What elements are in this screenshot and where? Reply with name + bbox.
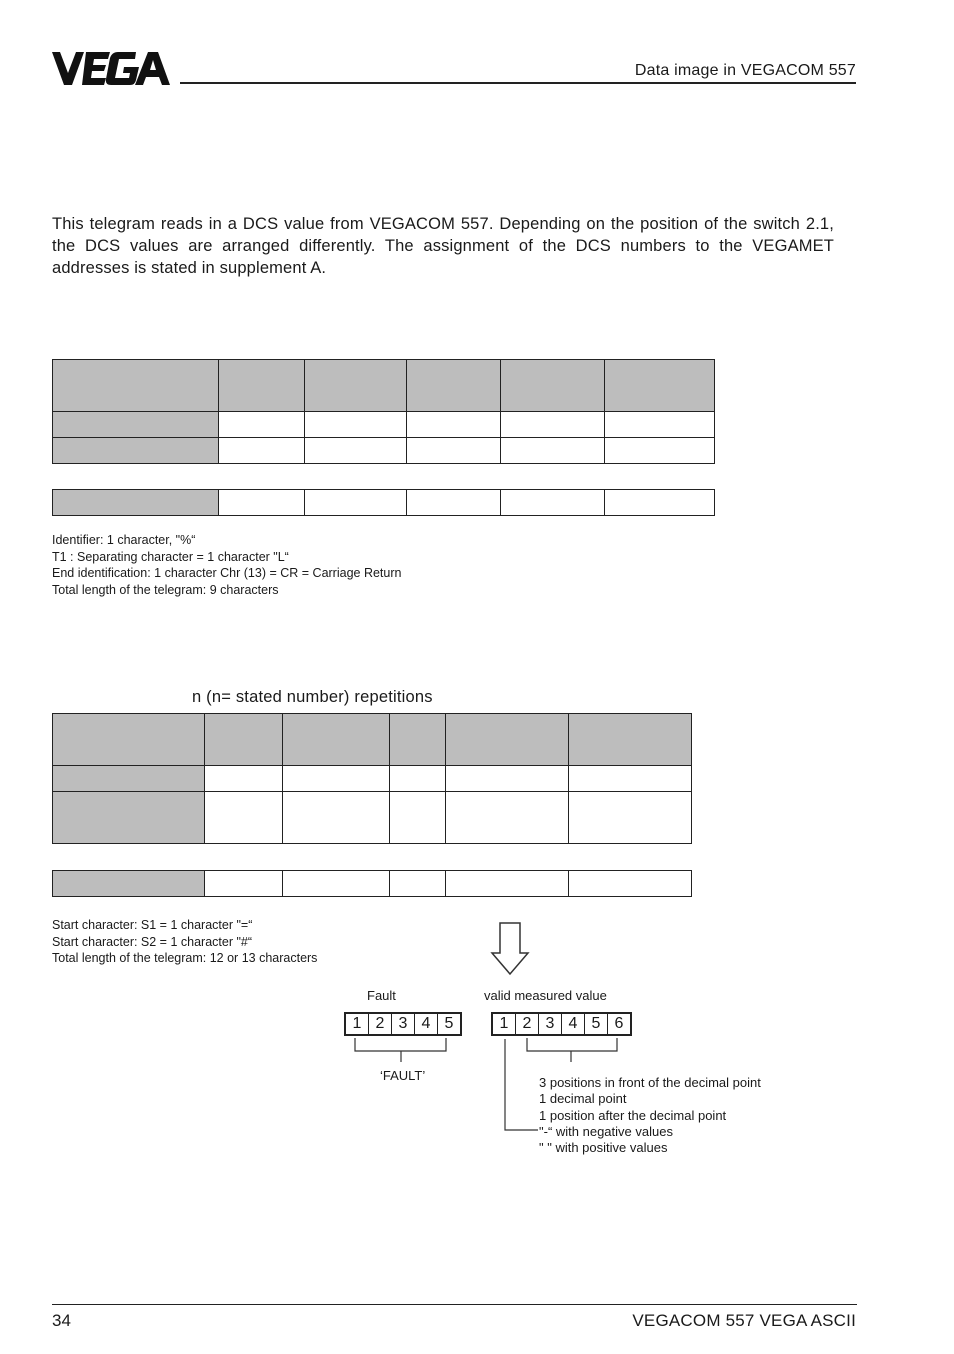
page-header-title: Data image in VEGACOM 557 — [634, 62, 856, 79]
digit-box: 3 — [538, 1014, 561, 1034]
table-cell — [53, 490, 219, 516]
digit-box: 6 — [607, 1014, 630, 1034]
table-cell — [304, 360, 407, 412]
table-cell — [53, 714, 205, 766]
table-cell — [204, 792, 282, 844]
table-cell — [569, 871, 692, 897]
table-cell — [446, 766, 569, 792]
note-line: " " with positive values — [539, 1140, 668, 1156]
table-row — [53, 871, 692, 897]
valid-value-label: valid measured value — [484, 988, 607, 1003]
table-cell — [390, 714, 446, 766]
fault-text: ‘FAULT’ — [380, 1068, 426, 1083]
table-cell — [407, 438, 501, 464]
table-cell — [304, 412, 407, 438]
table-cell — [407, 412, 501, 438]
table-cell — [605, 490, 715, 516]
table-cell — [446, 792, 569, 844]
note-line: T1 : Separating character = 1 character "L“ — [52, 549, 289, 564]
table-cell — [204, 714, 282, 766]
table-cell — [407, 360, 501, 412]
note-line: 3 positions in front of the decimal point — [539, 1075, 761, 1090]
table-cell — [446, 871, 569, 897]
table-cell — [53, 438, 219, 464]
digit-box: 1 — [499, 1015, 509, 1032]
table-cell — [282, 714, 390, 766]
table-cell — [218, 438, 304, 464]
footer-title: VEGACOM 557 VEGA ASCII — [632, 1311, 856, 1330]
table-cell — [390, 766, 446, 792]
valid-value-notes — [539, 1075, 761, 1156]
note-line: 1 position after the decimal point — [539, 1107, 727, 1123]
note-line: Total length of the telegram: 12 or 13 characters — [52, 951, 318, 965]
table-cell — [53, 792, 205, 844]
fault-digit-boxes — [344, 1012, 462, 1036]
table-cell — [282, 871, 390, 897]
table-cell — [569, 766, 692, 792]
table-cell — [501, 490, 605, 516]
request-example-table — [52, 489, 715, 516]
repetitions-label: n (n= stated number) repetitions — [192, 688, 433, 706]
digit-box: 5 — [584, 1014, 607, 1034]
table-cell — [390, 792, 446, 844]
valid-digit-boxes — [491, 1012, 632, 1036]
table-row — [53, 438, 715, 464]
table-cell — [304, 438, 407, 464]
table-cell — [53, 412, 219, 438]
table-cell — [407, 490, 501, 516]
table-cell — [282, 766, 390, 792]
table-cell — [501, 360, 605, 412]
table-cell — [53, 360, 219, 412]
table-cell — [282, 792, 390, 844]
table-cell — [218, 490, 304, 516]
table-cell — [204, 766, 282, 792]
table-cell — [605, 438, 715, 464]
table-cell — [501, 412, 605, 438]
note-line: 1 decimal point — [539, 1091, 627, 1107]
table-cell — [304, 490, 407, 516]
digit-box: 2 — [515, 1014, 538, 1034]
response-telegram-table — [52, 713, 692, 844]
request-notes — [52, 532, 401, 598]
table-cell — [605, 360, 715, 412]
table-cell — [53, 871, 205, 897]
header-rule — [180, 82, 856, 84]
intro-paragraph: This telegram reads in a DCS value from VEGACOM 557. Depending on the position of the switch 2.1, the DCS values are arranged differently. The assignment of the DCS numbers to the VEGAMET addresses is stated in supplement A. — [52, 215, 834, 277]
table-cell — [218, 412, 304, 438]
footer-rule — [52, 1304, 857, 1305]
digit-box: 3 — [391, 1014, 414, 1034]
table-row — [53, 766, 692, 792]
table-cell — [605, 412, 715, 438]
note-line: Start character: S2 = 1 character "#“ — [52, 934, 253, 949]
table-cell — [569, 714, 692, 766]
note-line: End identification: 1 character Chr (13) = CR = Carriage Return — [52, 566, 402, 580]
table-cell — [204, 871, 282, 897]
table-row — [53, 714, 692, 766]
table-cell — [218, 360, 304, 412]
digit-box: 4 — [561, 1014, 584, 1034]
response-notes — [52, 917, 317, 967]
table-row — [53, 412, 715, 438]
table-cell — [446, 714, 569, 766]
table-row — [53, 490, 715, 516]
table-cell — [53, 766, 205, 792]
request-telegram-table — [52, 359, 715, 464]
digit-box: 2 — [368, 1014, 391, 1034]
note-line: "-“ with negative values — [539, 1123, 673, 1139]
table-cell — [390, 871, 446, 897]
digit-box: 4 — [414, 1014, 437, 1034]
digit-box: 5 — [437, 1014, 460, 1034]
fault-label: Fault — [367, 988, 396, 1003]
down-arrow-icon — [488, 921, 532, 977]
table-cell — [569, 792, 692, 844]
note-line: Total length of the telegram: 9 characters — [52, 582, 279, 597]
response-example-table — [52, 870, 692, 897]
note-line: Start character: S1 = 1 character "=“ — [52, 918, 253, 932]
digit-box: 1 — [352, 1015, 362, 1032]
page-number: 34 — [52, 1311, 71, 1330]
vega-logo — [52, 52, 170, 86]
table-row — [53, 792, 692, 844]
note-line: Identifier: 1 character, "%“ — [52, 533, 196, 547]
table-cell — [501, 438, 605, 464]
table-row — [53, 360, 715, 412]
